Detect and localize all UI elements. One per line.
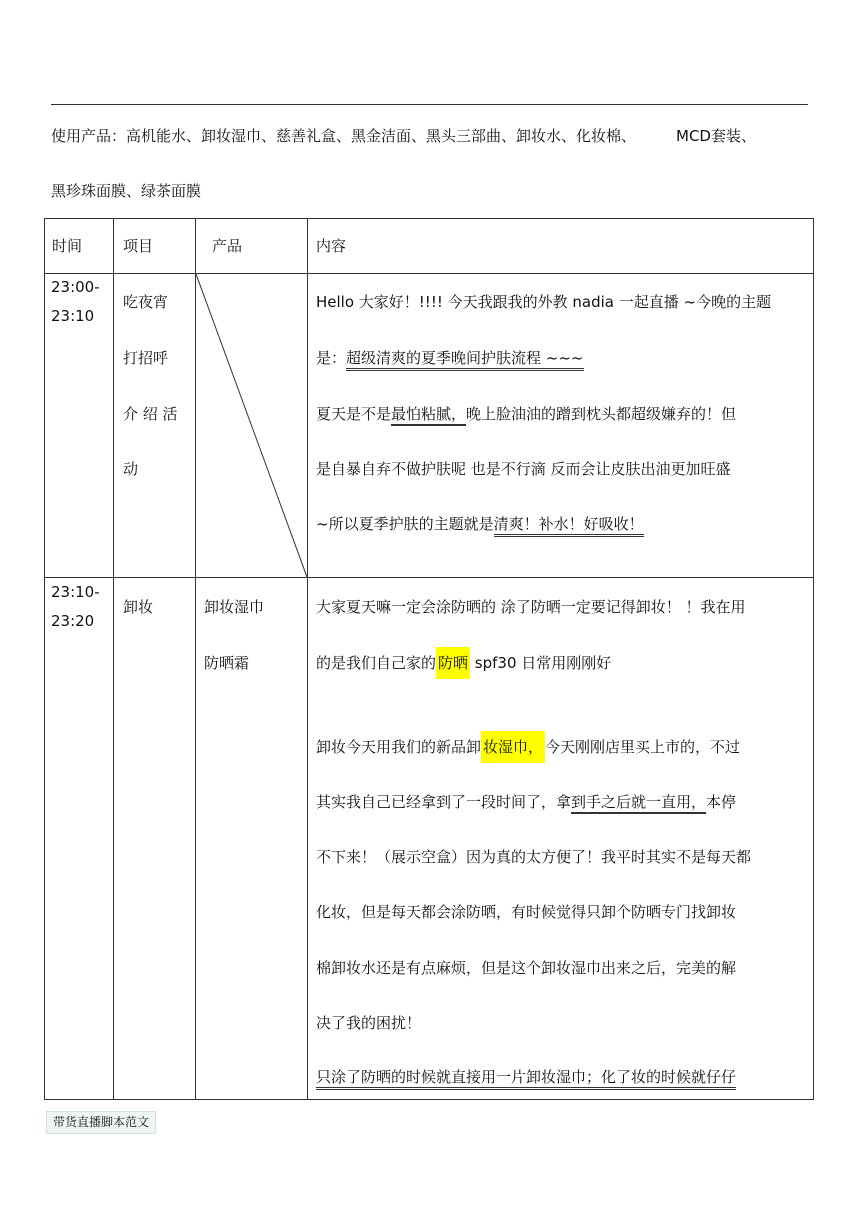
row2-content-line-6: 化妆，但是每天都会涂防晒，有时候觉得只卸个防晒专门找卸妆 [316, 903, 737, 921]
header-item: 项目 [123, 237, 154, 255]
empty-cell-diagonal [196, 274, 307, 577]
underlined-phrase: 最怕粘腻， [391, 405, 466, 426]
row2-product-1: 卸妆湿巾 [204, 598, 265, 616]
row1-content-line-1: Hello 大家好！!!!! 今天我跟我的外教 nadia 一起直播 ~今晚的主题 [316, 293, 772, 311]
highlighted-wipes: 妆湿巾， [481, 731, 545, 763]
row2-content-line-5: 不下来！（展示空盒）因为真的太方便了！我平时其实不是每天都 [316, 848, 752, 866]
footer-label: 带货直播脚本范文 [46, 1111, 156, 1134]
table-border-bottom [44, 1099, 814, 1100]
row2-content-line-3: 卸妆今天用我们的新品卸 妆湿巾， 今天刚刚店里买上市的，不过 [316, 737, 740, 757]
row1-item-4: 动 [123, 460, 139, 478]
row1-time-start: 23:00- [51, 278, 100, 296]
row1-content-line-2: 是：超级清爽的夏季晚间护肤流程 ~~~ [316, 348, 584, 368]
row2-time-end: 23:20 [51, 612, 95, 630]
table-col-divider-3 [307, 218, 308, 1100]
row2-content-line-8: 决了我的困扰！ [316, 1014, 422, 1032]
table-col-divider-1 [113, 218, 114, 1100]
row2-content-line-2: 的是我们自己家的 防晒 spf30 日常用刚刚好 [316, 653, 611, 673]
row2-product-2: 防晒霜 [204, 654, 250, 672]
table-border-top [44, 218, 814, 219]
underlined-keywords: 清爽！补水！好吸收！ [494, 515, 644, 537]
underlined-theme: 超级清爽的夏季晚间护肤流程 ~~~ [346, 349, 583, 371]
row1-content-line-5: ~所以夏季护肤的主题就是清爽！补水！好吸收！ [316, 514, 644, 534]
row1-item-3: 介 绍 活 [123, 405, 178, 423]
top-rule [51, 104, 808, 105]
row1-content-line-3: 夏天是不是最怕粘腻，晚上脸油油的蹭到枕头都超级嫌弃的！但 [316, 404, 736, 424]
products-text-tail: MCD套装、 [676, 127, 756, 145]
table-border-left [44, 218, 45, 1100]
row1-item-1: 吃夜宵 [123, 293, 169, 311]
products-text: 使用产品：高机能水、卸妆湿巾、慈善礼盒、黑金洁面、黑头三部曲、卸妆水、化妆棉、 [51, 127, 637, 145]
table-row-divider [44, 577, 814, 578]
row1-content-line-4: 是自暴自弃不做护肤呢 也是不行滴 反而会让皮肤出油更加旺盛 [316, 460, 731, 478]
row1-time-end: 23:10 [51, 307, 95, 325]
row2-content-line-4: 其实我自己已经拿到了一段时间了，拿到手之后就一直用，本停 [316, 792, 736, 812]
table-border-right [813, 218, 814, 1100]
row1-item-2: 打招呼 [123, 349, 169, 367]
products-line-1 [51, 126, 756, 146]
header-time: 时间 [52, 237, 83, 255]
underlined-instruction: 只涂了防晒的时候就直接用一片卸妆湿巾；化了妆的时候就仔仔 [316, 1068, 736, 1090]
table-header-divider [44, 273, 814, 274]
row2-item: 卸妆 [123, 598, 154, 616]
row2-content-line-9 [316, 1067, 736, 1087]
header-product: 产品 [212, 237, 243, 255]
row2-content-line-7: 棉卸妆水还是有点麻烦，但是这个卸妆湿巾出来之后，完美的解 [316, 959, 737, 977]
highlighted-sunscreen: 防晒 [436, 647, 470, 679]
header-content: 内容 [316, 237, 347, 255]
underlined-usage: 到手之后就一直用， [571, 793, 706, 814]
products-line-2: 黑珍珠面膜、绿茶面膜 [51, 182, 202, 200]
row2-time-start: 23:10- [51, 583, 100, 601]
row2-content-line-1: 大家夏天嘛一定会涂防晒的 涂了防晒一定要记得卸妆！ ！我在用 [316, 598, 746, 616]
